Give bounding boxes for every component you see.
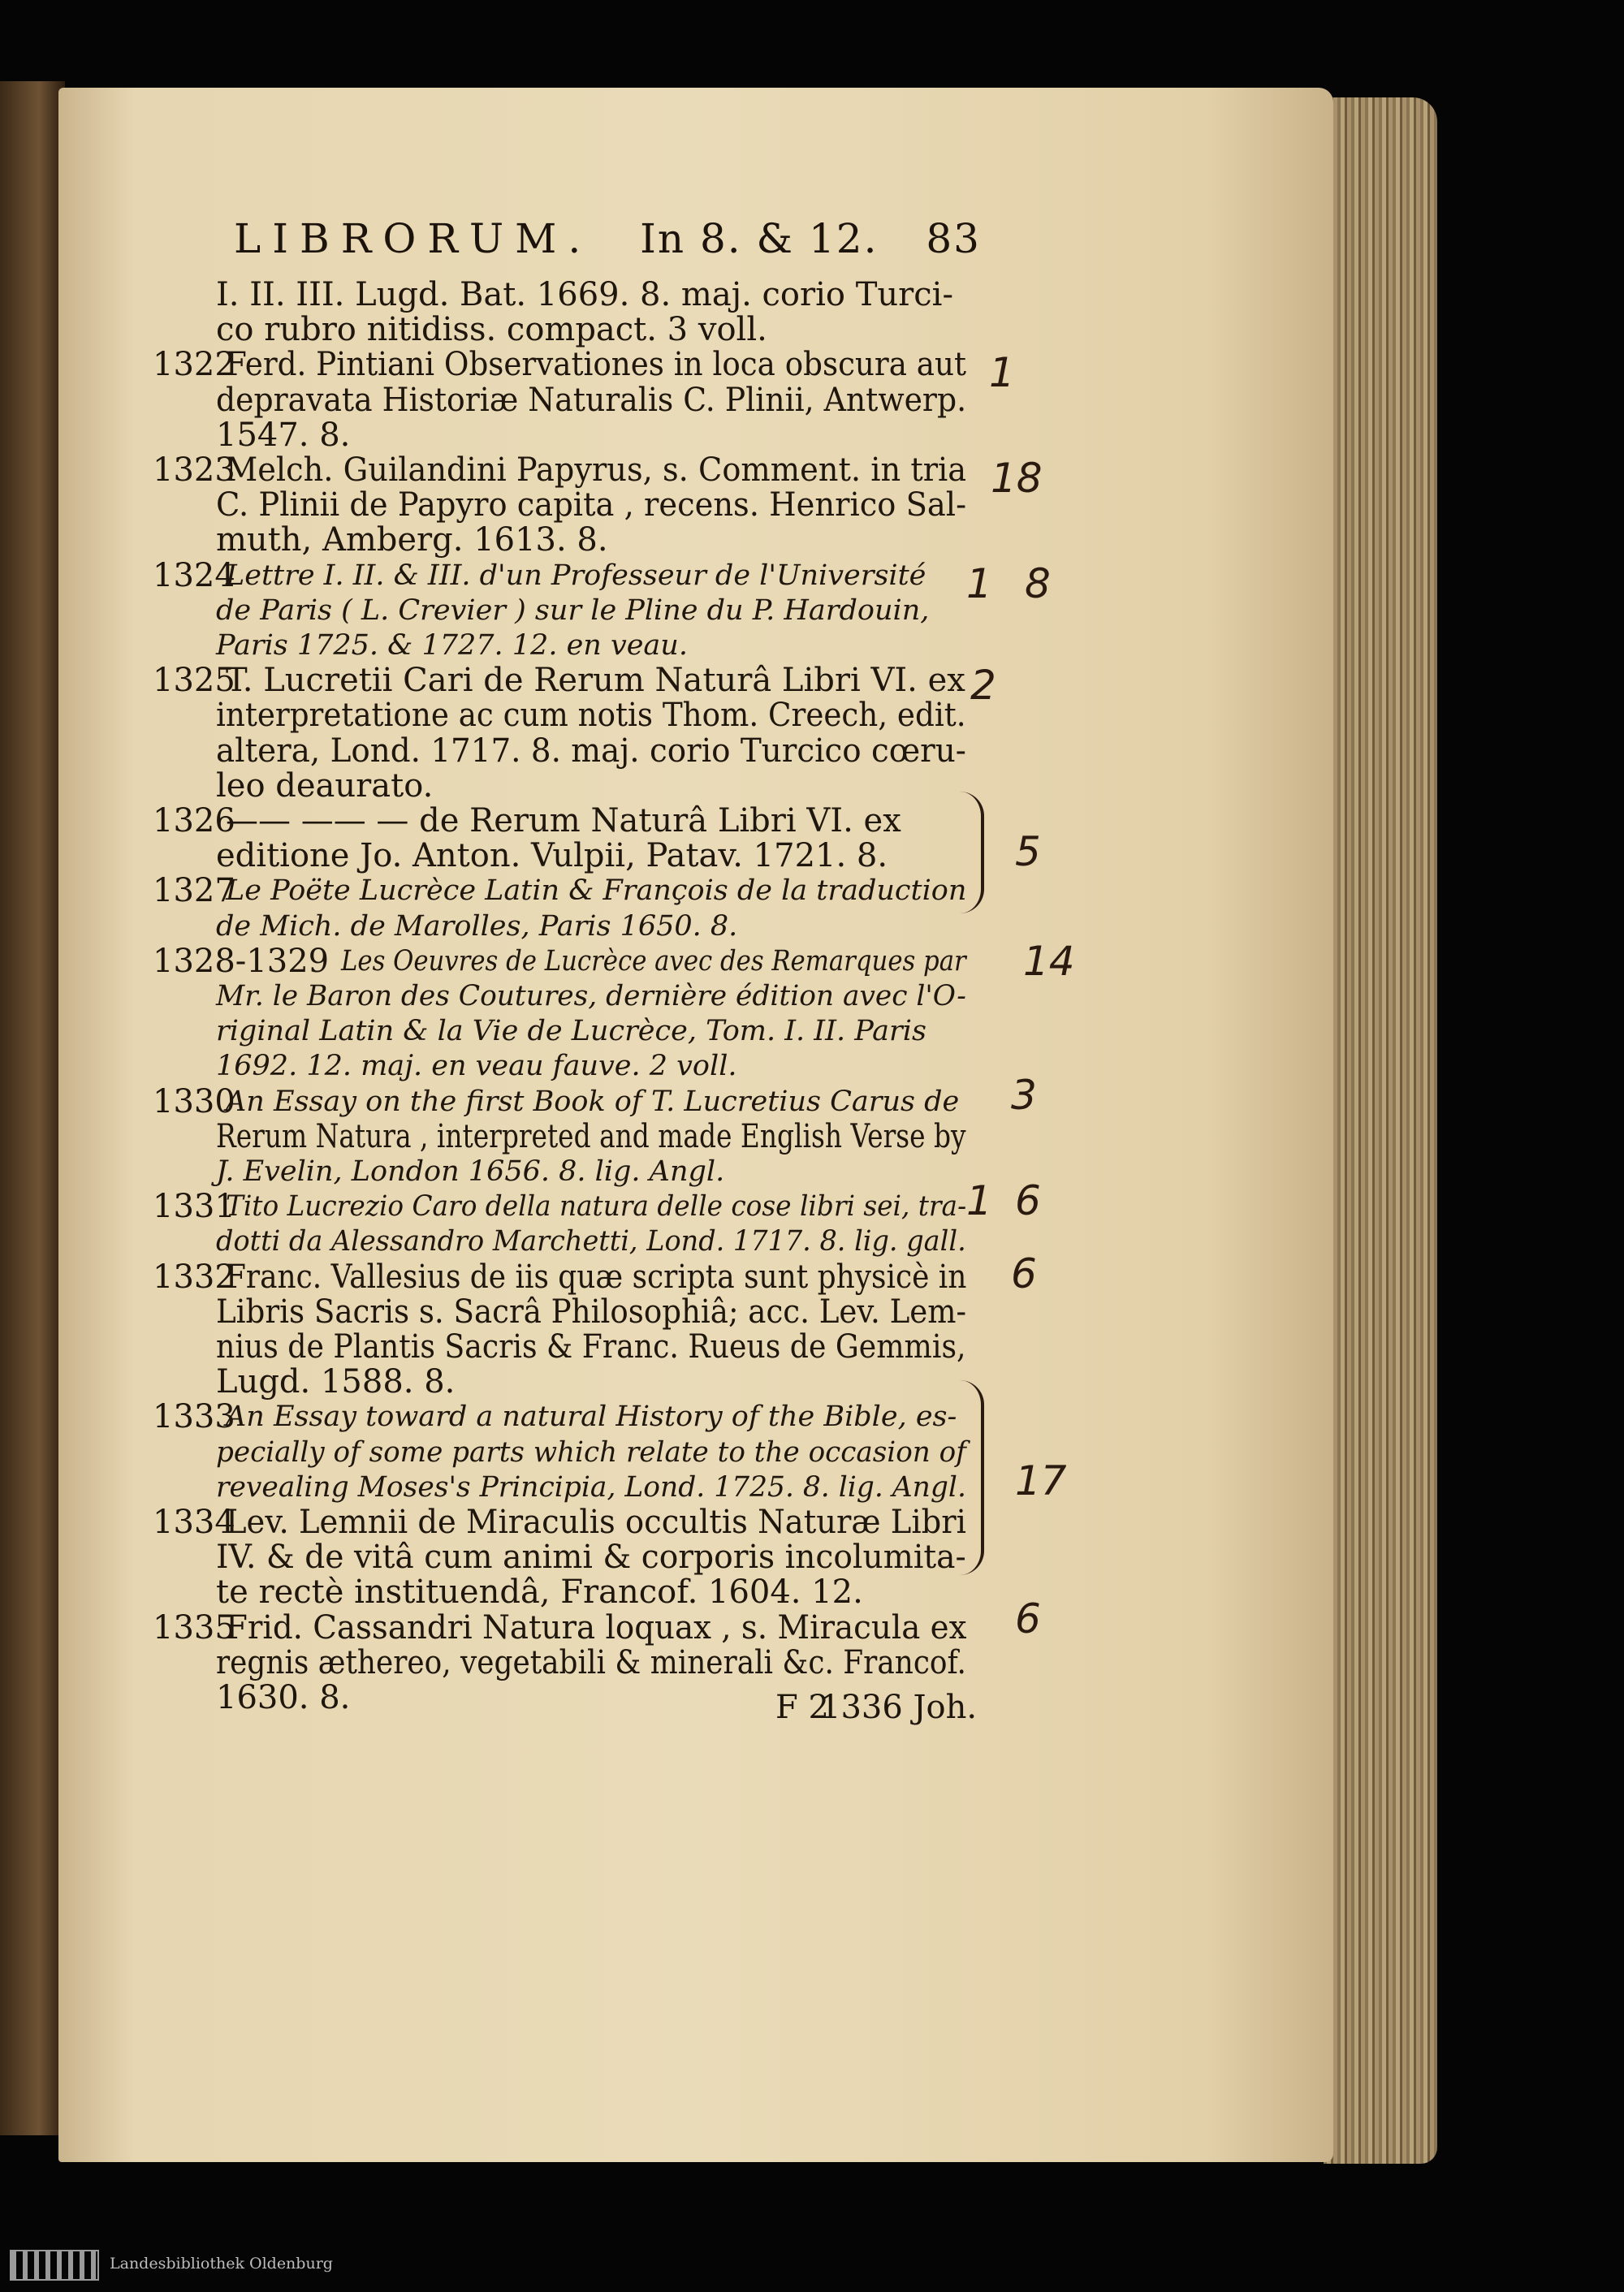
catchword: 1336 Joh. xyxy=(820,1689,978,1726)
entry-number: 1322 xyxy=(153,346,235,383)
entry-text-line: Lugd. 1588. 8. xyxy=(216,1363,456,1401)
entry-text-line: Mr. le Baron des Coutures, dernière édition avec l'O- xyxy=(216,980,966,1012)
entry-text-line: I. II. III. Lugd. Bat. 1669. 8. maj. corio Turci- xyxy=(216,276,953,313)
margin-note: 6 xyxy=(1015,1595,1041,1642)
entry-text-line: IV. & de vitâ cum animi & corporis incolumita- xyxy=(216,1539,966,1576)
entry-text-line: C. Plinii de Papyro capita , recens. Henrico Sal- xyxy=(216,486,967,524)
margin-note: 8 xyxy=(1025,560,1051,607)
entry-text-line: 1630. 8. xyxy=(216,1679,351,1716)
margin-note: 6 xyxy=(1011,1250,1037,1297)
entry-text-line: revealing Moses's Principia, Lond. 1725. 8. lig. Angl. xyxy=(216,1471,966,1504)
entry-text-line: Le Poëte Lucrèce Latin & François de la traduction xyxy=(226,874,967,907)
entry-text-line: Tito Lucrezio Caro della natura delle cose libri sei, tra- xyxy=(226,1190,967,1223)
margin-note: 1 xyxy=(966,1177,992,1224)
entry-text-line: Franc. Vallesius de iis quæ scripta sunt physicè in xyxy=(226,1258,967,1296)
entry-number: 1331 xyxy=(153,1188,235,1225)
entry-text-line: 1692. 12. maj. en veau fauve. 2 voll. xyxy=(216,1050,737,1082)
entry-number: 1325 xyxy=(153,662,235,699)
entry-text-line: Les Oeuvres de Lucrèce avec des Remarques par xyxy=(341,945,966,978)
margin-note: 1 xyxy=(989,349,1015,396)
margin-note: 18 xyxy=(991,455,1043,502)
margin-note: 6 xyxy=(1015,1177,1041,1224)
entry-number: 1330 xyxy=(153,1083,235,1120)
entry-number: 1335 xyxy=(153,1609,235,1647)
entry-number: 1334 xyxy=(153,1504,235,1541)
entry-text-line: Rerum Natura , interpreted and made English Verse by xyxy=(216,1118,966,1155)
entry-number: 1327 xyxy=(153,872,235,909)
entry-number: 1323 xyxy=(153,451,235,489)
margin-note: 2 xyxy=(970,662,996,709)
running-head-title: LIBRORUM. xyxy=(234,215,593,262)
entry-text-line: altera, Lond. 1717. 8. maj. corio Turcico cœru- xyxy=(216,732,966,770)
entry-text-line: muth, Amberg. 1613. 8. xyxy=(216,521,608,559)
margin-note: 3 xyxy=(1011,1072,1037,1119)
entry-number: 1328-1329 xyxy=(153,943,330,980)
margin-note: 17 xyxy=(1015,1457,1067,1504)
entry-text-line: —— —— — de Rerum Naturâ Libri VI. ex xyxy=(226,802,901,840)
entry-text-line: Lettre I. II. & III. d'un Professeur de l'Université xyxy=(226,559,926,592)
entry-text-line: de Paris ( L. Crevier ) sur le Pline du P. Hardouin, xyxy=(216,594,930,627)
entry-number: 1326 xyxy=(153,802,235,840)
margin-note: 14 xyxy=(1023,938,1075,985)
entry-text-line: interpretatione ac cum notis Thom. Creech, edit. xyxy=(216,697,966,734)
entry-text-line: Frid. Cassandri Natura loquax , s. Miracula ex xyxy=(226,1609,967,1647)
entry-text-line: Paris 1725. & 1727. 12. en veau. xyxy=(216,629,688,662)
book-gutter xyxy=(0,81,65,2135)
library-name: Landesbibliothek Oldenburg xyxy=(110,2255,333,2273)
margin-bracket xyxy=(942,1380,984,1575)
entry-text-line: dotti da Alessandro Marchetti, Lond. 1717. 8. lig. gall. xyxy=(216,1225,966,1258)
margin-bracket xyxy=(942,792,984,913)
entry-number: 1324 xyxy=(153,557,235,594)
entry-text-line: An Essay toward a natural History of the Bible, es- xyxy=(226,1401,957,1433)
entry-text-line: te rectè instituendâ, Francof. 1604. 12. xyxy=(216,1573,863,1611)
margin-note: 5 xyxy=(1015,828,1041,875)
entry-text-line: co rubro nitidiss. compact. 3 voll. xyxy=(216,311,767,348)
entry-text-line: 1547. 8. xyxy=(216,417,351,454)
entry-text-line: pecially of some parts which relate to the occasion of xyxy=(216,1436,966,1469)
running-head-format: In 8. & 12. xyxy=(640,215,879,262)
margin-note: 1 xyxy=(966,560,992,607)
entry-text-line: nius de Plantis Sacris & Franc. Rueus de Gemmis, xyxy=(216,1328,966,1366)
page-number: 83 xyxy=(926,215,981,262)
entry-number: 1333 xyxy=(153,1398,235,1435)
entry-text-line: J. Evelin, London 1656. 8. lig. Angl. xyxy=(216,1155,725,1188)
footer-strip xyxy=(0,2245,1624,2292)
entry-text-line: regnis æthereo, vegetabili & minerali &c. Francof. xyxy=(216,1644,966,1681)
entry-text-line: editione Jo. Anton. Vulpii, Patav. 1721. 8. xyxy=(216,837,888,874)
entry-text-line: T. Lucretii Cari de Rerum Naturâ Libri VI. ex xyxy=(226,662,965,699)
signature-mark: F 2 xyxy=(775,1689,829,1726)
entry-text-line: depravata Historiæ Naturalis C. Plinii, Antwerp. xyxy=(216,382,967,419)
library-logo-icon xyxy=(10,2250,99,2281)
entry-text-line: de Mich. de Marolles, Paris 1650. 8. xyxy=(216,910,738,943)
entry-text-line: Lev. Lemnii de Miraculis occultis Naturæ Libri xyxy=(226,1504,966,1541)
entry-text-line: riginal Latin & la Vie de Lucrèce, Tom. I. II. Paris xyxy=(216,1015,926,1047)
entry-text-line: Ferd. Pintiani Observationes in loca obscura aut xyxy=(226,346,966,383)
page-edges xyxy=(1324,97,1437,2164)
running-head xyxy=(234,215,981,272)
entry-text-line: leo deaurato. xyxy=(216,767,434,805)
entry-text-line: An Essay on the first Book of T. Lucretius Carus de xyxy=(226,1086,960,1118)
entry-text-line: Libris Sacris s. Sacrâ Philosophiâ; acc. Lev. Lem- xyxy=(216,1293,967,1331)
entry-text-line: Melch. Guilandini Papyrus, s. Comment. in tria xyxy=(226,451,967,489)
entry-number: 1332 xyxy=(153,1258,235,1296)
